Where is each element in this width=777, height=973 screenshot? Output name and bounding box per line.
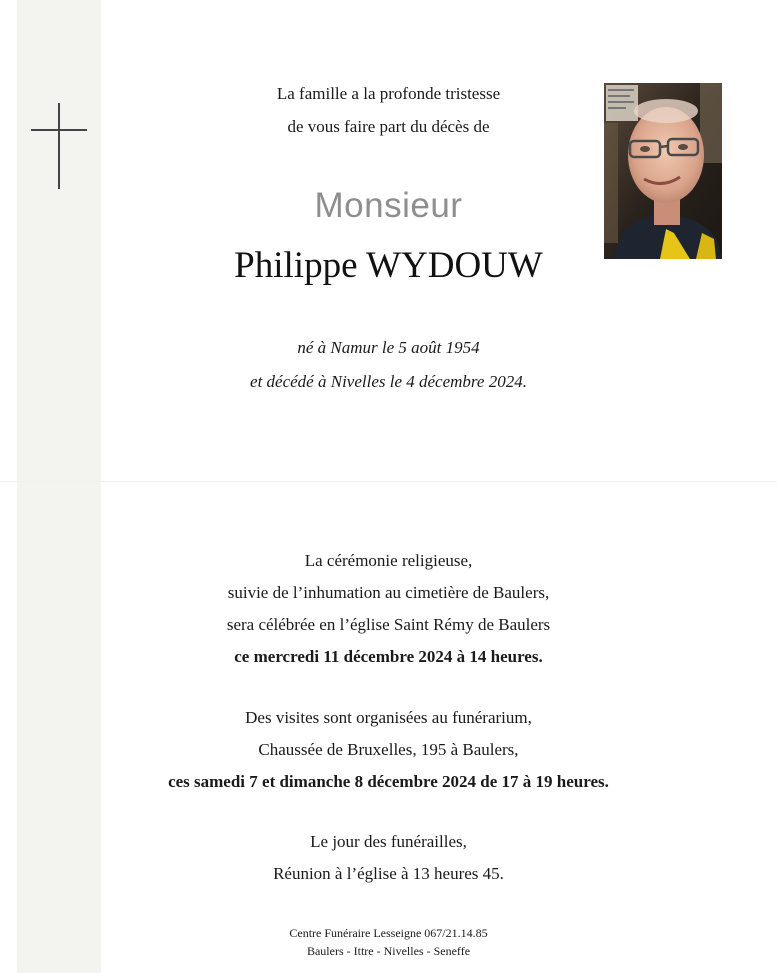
ceremony-line-2: suivie de l’inhumation au cimetière de Baulers, [227,583,550,602]
footer-company: Centre Funéraire Lesseigne 067/21.14.85 [289,926,488,940]
visits-line-2: Chaussée de Bruxelles, 195 à Baulers, [258,740,519,759]
ceremony-line-3: sera célébrée en l’église Saint Rémy de Baulers [226,615,551,634]
ceremony-line-1: La cérémonie religieuse, [304,551,473,570]
birth-line: né à Namur le 5 août 1954 [297,338,480,357]
visits-line-1: Des visites sont organisées au funérarium, [245,708,532,727]
funeral-day-line-2: Réunion à l’église à 13 heures 45. [273,864,504,883]
visits-dates: ces samedi 7 et dimanche 8 décembre 2024 de 17 à 19 heures. [168,772,609,791]
honorific: Monsieur [314,186,463,225]
intro-line-1: La famille a la profonde tristesse [276,84,501,103]
footer-locations: Baulers - Ittre - Nivelles - Seneffe [306,944,471,958]
deceased-name: Philippe WYDOUW [234,245,543,286]
portrait-photo [604,83,722,259]
funeral-day-line-1: Le jour des funérailles, [310,832,467,851]
death-line: et décédé à Nivelles le 4 décembre 2024. [250,372,527,391]
fold-line [0,481,777,482]
cross-icon [31,103,87,189]
intro-line-2: de vous faire part du décès de [287,117,490,136]
ceremony-date-time: ce mercredi 11 décembre 2024 à 14 heures. [234,647,543,666]
